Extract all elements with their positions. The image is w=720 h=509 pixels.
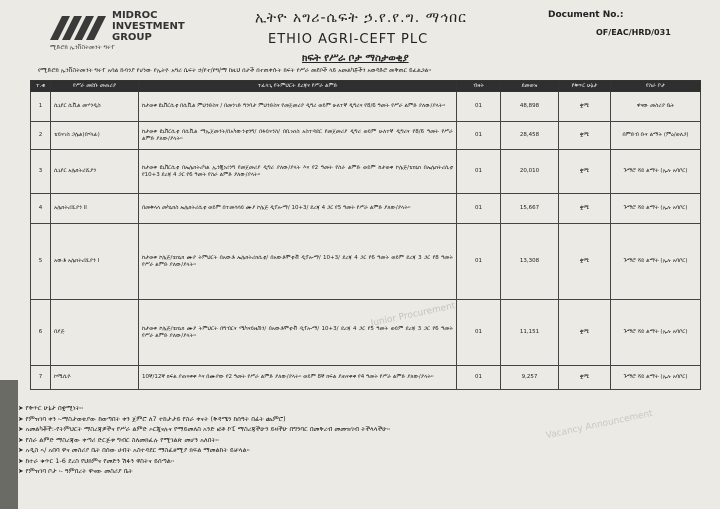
- row-quantity: 01: [457, 122, 501, 150]
- row-position: በያጅ: [51, 300, 139, 366]
- row-position: ኮሚሲዮ: [51, 366, 139, 390]
- watermark-text: Junior Procurement: [369, 301, 457, 329]
- background-shadow: [0, 380, 18, 509]
- note-item: ➤ አዲስ ኣ/ አበባ ዋና መስሪያ ቤት በሰው ሀብት አስተዳደር ማስፈፀሚያ ክፍል ማመልከት ይቻላል፡፡: [18, 445, 390, 456]
- note-item: ➤ የቅጥር ሁኔታ በቋሚነት፡፡: [18, 403, 390, 414]
- title-amharic: ኢትዮ አግሪ-ሴፍት ኃ.የ.የ.ግ. ማኅበር: [255, 10, 467, 26]
- row-employment-type: ቋሚ: [559, 92, 611, 122]
- header-quantity: ብዛት: [457, 81, 501, 92]
- document-number: OF/EAC/HRD/031: [596, 28, 671, 37]
- table-row: [31, 92, 701, 122]
- row-salary: 13,308: [501, 224, 559, 300]
- company-logo-icon: [48, 14, 108, 42]
- row-workplace: ጉማሮ ሻይ ልማት (ኢሉ አባቦር): [611, 224, 701, 300]
- row-requirements: ከታወቀ ዩኒቨርሲቲ በኤሌክትሪካል ኢንጂነሪንግ የመጀመሪያ ዲግሪ ያለው/ያላት እና የ2 ዓመት የስራ ልምድ ወይም ከታወቀ ኮሌጅ/ቴክኒክ በኤሌክትሪሲቲ የ10+3 ደረጃ 4 ጋር የ6 ዓመት የስራ ልምድ ያለው/ያላት፡፡: [139, 150, 457, 194]
- row-salary: 20,010: [501, 150, 559, 194]
- row-requirements: ከታወቀ ኮሌጅ/ቴክኒክ ሙያ ትምህርት በግብርና ሜካናይዜሽን/ በአውቶሞቲቭ ዲፕሎማ/ 10+3/ ደረጃ 4 ጋር የ5 ዓመት ወይም ደረጃ 3 ጋር የ6 ዓመት የሥራ ልምድ ያለው/ያላት፡፡: [139, 300, 457, 366]
- notice-intro: የሚድሮክ ኢንቨስትመንት ግሩፕ አባል ኩባንያ የሆነው የኢትዮ አግሪ ሴፍት ኃ/የተ/የግ/ማ ከዚህ በታች በተጠቀሱት ክፍት የሥራ መደቦች ላይ አመልካቾችን አወዳድሮ መቅጠር ይፈልጋል፡፡: [38, 67, 432, 74]
- row-position: ሲኒየር ሲቪል መሃንዲስ: [51, 92, 139, 122]
- row-salary: 9,257: [501, 366, 559, 390]
- table-row: [31, 224, 701, 300]
- vacancy-table: [30, 80, 701, 390]
- note-item: ➤ ከተራ ቁጥር 1-6 ደረስ የህክምና የመድን ሽፋን ዋስትና ይሰጣል፡፡: [18, 456, 390, 467]
- header-workplace: የስራ ቦታ: [611, 81, 701, 92]
- table-row: [31, 194, 701, 224]
- row-requirements: ከታወቀ ዩኒቨርሲቲ በሲቪል ማኢጀመንት/በአካውንቲንግ/ በፋይናንስ/ በቢዝነስ አስተዳደር የመጀመሪያ ዲግሪ ወይም ሁለተኛ ዲግሪና የ8/6 ዓመት የሥራ ልምድ ያለው/ያላት፡፡: [139, 122, 457, 150]
- row-position: ሲኒየር አሌክትሪሺያን: [51, 150, 139, 194]
- row-employment-type: ቋሚ: [559, 194, 611, 224]
- row-employment-type: ቋሚ: [559, 122, 611, 150]
- row-employment-type: ቋሚ: [559, 300, 611, 366]
- notes-list: [18, 403, 390, 477]
- row-salary: 15,667: [501, 194, 559, 224]
- row-number: 7: [31, 366, 51, 390]
- company-subtitle: ሚድሮክ ኢንቨስትመንት ግሩፕ: [50, 44, 115, 51]
- row-workplace: ጉማሮ ሻይ ልማት (ኢሉ አባቦር): [611, 366, 701, 390]
- table-row: [31, 150, 701, 194]
- row-quantity: 01: [457, 366, 501, 390]
- row-salary: 28,458: [501, 122, 559, 150]
- note-item: ➤ አመልካቾች:-የትምህርት ማስረጃዎችና የሥራ ልምድ ኦርጂናሉና የማይመለስ አንድ ፎቶ ኮፒ ማስረጃችሁን ይዛችሁ በግንባር በመቅረብ መመዝገብ ትችላላችሁ፡፡: [18, 424, 390, 435]
- row-position: ቴይናገስ ጋሌል(በሃላፊ): [51, 122, 139, 150]
- row-quantity: 01: [457, 92, 501, 122]
- row-workplace: በምድብ ቡና ልማት (ምዕ/ወለጋ): [611, 122, 701, 150]
- header-salary: ደመወዝ: [501, 81, 559, 92]
- row-employment-type: ቋሚ: [559, 150, 611, 194]
- row-number: 3: [31, 150, 51, 194]
- row-salary: 48,898: [501, 92, 559, 122]
- row-requirements: ከታወቀ ዩኒቨርሲቲ በሲቪል ምህንድስና / በመንገድ ግንባታ ምህንድስና የመጀመሪያ ዲግሪ ወይም ሁለተኛ ዲግሪና የ8/6 ዓመት የሥራ ልምድ ያለው/ያላት፡፡: [139, 92, 457, 122]
- row-position: አውቶ አሌክትሪሺያን I: [51, 224, 139, 300]
- row-workplace: ዋናው መስሪያ ቤት: [611, 92, 701, 122]
- header-employment-type: የቅጥር ሁኔታ: [559, 81, 611, 92]
- table-row: [31, 300, 701, 366]
- row-quantity: 01: [457, 194, 501, 224]
- header-number: ተ.ቁ: [31, 81, 51, 92]
- row-quantity: 01: [457, 150, 501, 194]
- row-quantity: 01: [457, 300, 501, 366]
- row-requirements: ከታወቀ ኮሌጅ/ቴክኒክ ሙያ ትምህርት በአውቶ ኤሌክትሪክሲቲ/ በአውቶሞቲቭ ዲፕሎማ/ 10+3/ ደረጃ 4 ጋር የ6 ዓመት ወይም ደረጃ 3 ጋር የ8 ዓመት የሥራ ልምድ ያለው/ያላት፡፡: [139, 224, 457, 300]
- document-number-label: Document No.:: [548, 10, 624, 20]
- header-requirements: ተፈላጊ የትምህርት ደረጃና የሥራ ልምድ: [139, 81, 457, 92]
- note-item: ➤ የስራ ልምድ ማስረጃው ቀጣሪ ድርጅቱ ግብር ስለመክፈሉ የሚገልጽ መሆን አለበት፡፡: [18, 435, 390, 446]
- note-item: ➤ የምዝገባ ቀን ፡-ማስታወቂያው ከወጣበት ቀን ጀምሮ ለ7 ተከታታይ የስራ ቀናት (ቅዳሜን ከሰዓት በፊት ጨምሮ): [18, 414, 390, 425]
- row-requirements: 10ኛ/12ኛ ክፍል ያጠናቀቀ እና በሙያው የ2 ዓመት የሥራ ልምድ ያለው/ያላት፡፡ ወይም 8ኛ ክፍል ያጠናቀቀ የ4 ዓመት የሥራ ልምድ ያለው/ያላት፡፡: [139, 366, 457, 390]
- row-salary: 11,151: [501, 300, 559, 366]
- company-name: MIDROC INVESTMENT GROUP: [112, 10, 185, 43]
- row-quantity: 01: [457, 224, 501, 300]
- table-row: [31, 122, 701, 150]
- row-workplace: ጉማሮ ሻይ ልማት (ኢሉ አባቦር): [611, 194, 701, 224]
- row-employment-type: ቋሚ: [559, 366, 611, 390]
- header-position: የሥራ መደቡ መጠሪያ: [51, 81, 139, 92]
- row-employment-type: ቋሚ: [559, 224, 611, 300]
- row-number: 5: [31, 224, 51, 300]
- row-requirements: በመቅላላ መካኒክስ ኤሌክትሪሲቲ ወይም በተመሳሳይ ሙያ ኮሌጅ ዲፕሎማ/ 10+3/ ደረጃ 4 ጋር የ5 ዓመት የሥራ ልምድ ያለው/ያላት፡፡: [139, 194, 457, 224]
- note-item: ➤ የምዝገባ ቦታ ፡- ዓምበረት ዋናው መስሪያ ቤት: [18, 466, 390, 477]
- row-workplace: ጉማሮ ሻይ ልማት (ኢሉ አባቦር): [611, 150, 701, 194]
- title-english: ETHIO AGRI-CEFT PLC: [268, 32, 429, 47]
- notice-title: ክፍት የሥራ ቦታ ማስታወቂያ: [302, 53, 409, 64]
- table-header-row: [31, 81, 701, 92]
- row-number: 1: [31, 92, 51, 122]
- row-number: 2: [31, 122, 51, 150]
- table-row: [31, 366, 701, 390]
- row-number: 6: [31, 300, 51, 366]
- row-workplace: ጉማሮ ሻይ ልማት (ኢሉ አባቦር): [611, 300, 701, 366]
- row-number: 4: [31, 194, 51, 224]
- watermark-text: Vacancy Announcement: [545, 408, 654, 442]
- row-position: አሌክትሪሺያን II: [51, 194, 139, 224]
